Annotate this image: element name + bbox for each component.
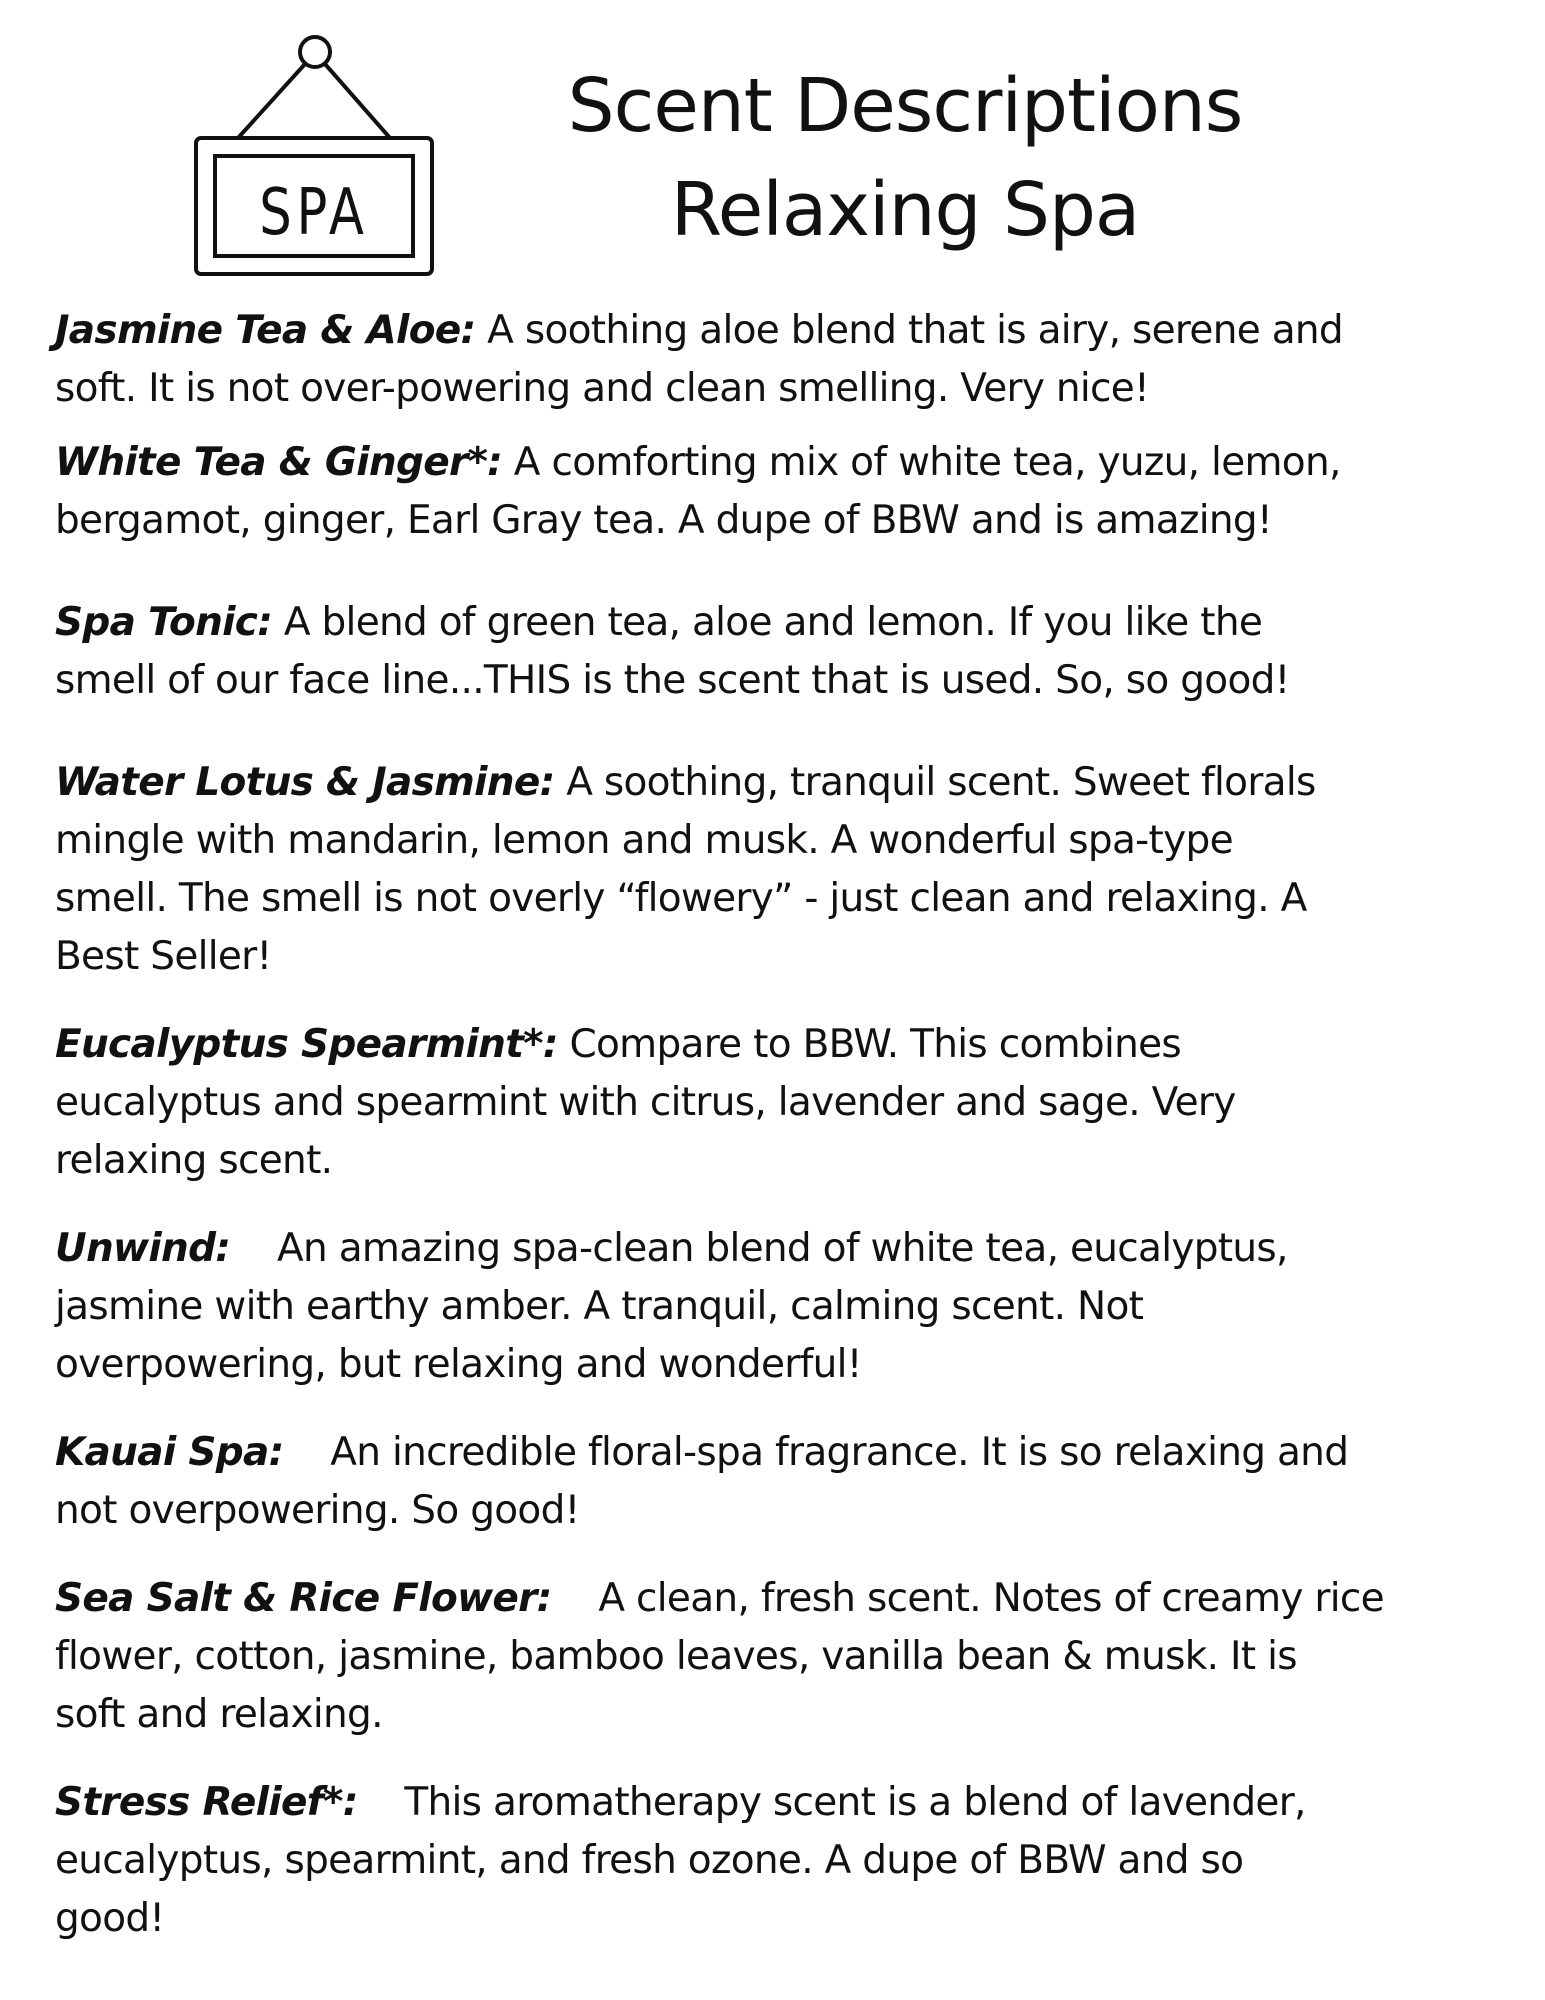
scent-desc: A clean, fresh scent. Notes of creamy rice [598, 1576, 1384, 1621]
scent-name: Jasmine Tea & Aloe: [55, 308, 476, 353]
scent-desc: An amazing spa-clean blend of white tea, eucalyptus, [277, 1226, 1288, 1271]
scent-name: Kauai Spa: [55, 1430, 284, 1475]
scent-line [55, 1220, 1495, 1278]
scent-kauai-spa [55, 1424, 1495, 1540]
scent-line: eucalyptus and spearmint with citrus, lavender and sage. Very [55, 1080, 1236, 1125]
logo-text: SPA [259, 174, 369, 250]
scent-line: smell of our face line...THIS is the scent that is used. So, so good! [55, 658, 1290, 703]
scent-unwind [55, 1220, 1495, 1394]
scent-water-lotus-jasmine [55, 754, 1495, 986]
scent-desc: A comforting mix of white tea, yuzu, lemon, [513, 440, 1341, 485]
scent-line: Best Seller! [55, 934, 272, 979]
scent-line [55, 302, 1495, 360]
page-title [510, 54, 1300, 262]
scent-desc: An incredible floral-spa fragrance. It is so relaxing and [330, 1430, 1349, 1475]
title-line-2: Relaxing Spa [670, 167, 1140, 253]
scent-line: bergamot, ginger, Earl Gray tea. A dupe of BBW and is amazing! [55, 498, 1272, 543]
scent-sea-salt-rice-flower [55, 1570, 1495, 1744]
scent-spa-tonic [55, 594, 1495, 710]
scent-line: relaxing scent. [55, 1138, 333, 1183]
scent-stress-relief [55, 1774, 1495, 1948]
scent-desc: A blend of green tea, aloe and lemon. If you like the [283, 600, 1263, 645]
scent-jasmine-tea-aloe [55, 302, 1495, 418]
scent-line: overpowering, but relaxing and wonderful! [55, 1342, 862, 1387]
scent-list [55, 302, 1495, 1948]
scent-line: mingle with mandarin, lemon and musk. A wonderful spa-type [55, 818, 1233, 863]
scent-name: White Tea & Ginger*: [55, 440, 503, 485]
scent-line [55, 754, 1495, 812]
scent-line: soft. It is not over-powering and clean smelling. Very nice! [55, 366, 1150, 411]
scent-desc: A soothing aloe blend that is airy, serene and [487, 308, 1343, 353]
scent-line [55, 1016, 1495, 1074]
scent-eucalyptus-spearmint [55, 1016, 1495, 1190]
scent-line [55, 1424, 1495, 1482]
scent-name: Water Lotus & Jasmine: [55, 760, 555, 805]
scent-line [55, 1570, 1495, 1628]
scent-line: eucalyptus, spearmint, and fresh ozone. A dupe of BBW and so [55, 1838, 1244, 1883]
scent-desc: A soothing, tranquil scent. Sweet florals [566, 760, 1316, 805]
scent-white-tea-ginger [55, 434, 1495, 550]
title-line-1: Scent Descriptions [567, 63, 1243, 149]
scent-name: Stress Relief*: [55, 1780, 358, 1825]
scent-name: Spa Tonic: [55, 600, 273, 645]
scent-line [55, 1774, 1495, 1832]
spa-sign-icon [190, 30, 440, 280]
scent-line: soft and relaxing. [55, 1692, 383, 1737]
scent-line: not overpowering. So good! [55, 1488, 580, 1533]
scent-line: jasmine with earthy amber. A tranquil, calming scent. Not [55, 1284, 1144, 1329]
scent-line: good! [55, 1896, 165, 1941]
scent-line [55, 434, 1495, 492]
scent-desc: Compare to BBW. This combines [569, 1022, 1182, 1067]
scent-name: Unwind: [55, 1226, 231, 1271]
scent-name: Sea Salt & Rice Flower: [55, 1576, 552, 1621]
scent-line: flower, cotton, jasmine, bamboo leaves, vanilla bean & musk. It is [55, 1634, 1297, 1679]
scent-desc: This aromatherapy scent is a blend of lavender, [404, 1780, 1306, 1825]
scent-line: smell. The smell is not overly “flowery” - just clean and relaxing. A [55, 876, 1307, 921]
header [0, 0, 1545, 290]
scent-name: Eucalyptus Spearmint*: [55, 1022, 558, 1067]
scent-line [55, 594, 1495, 652]
